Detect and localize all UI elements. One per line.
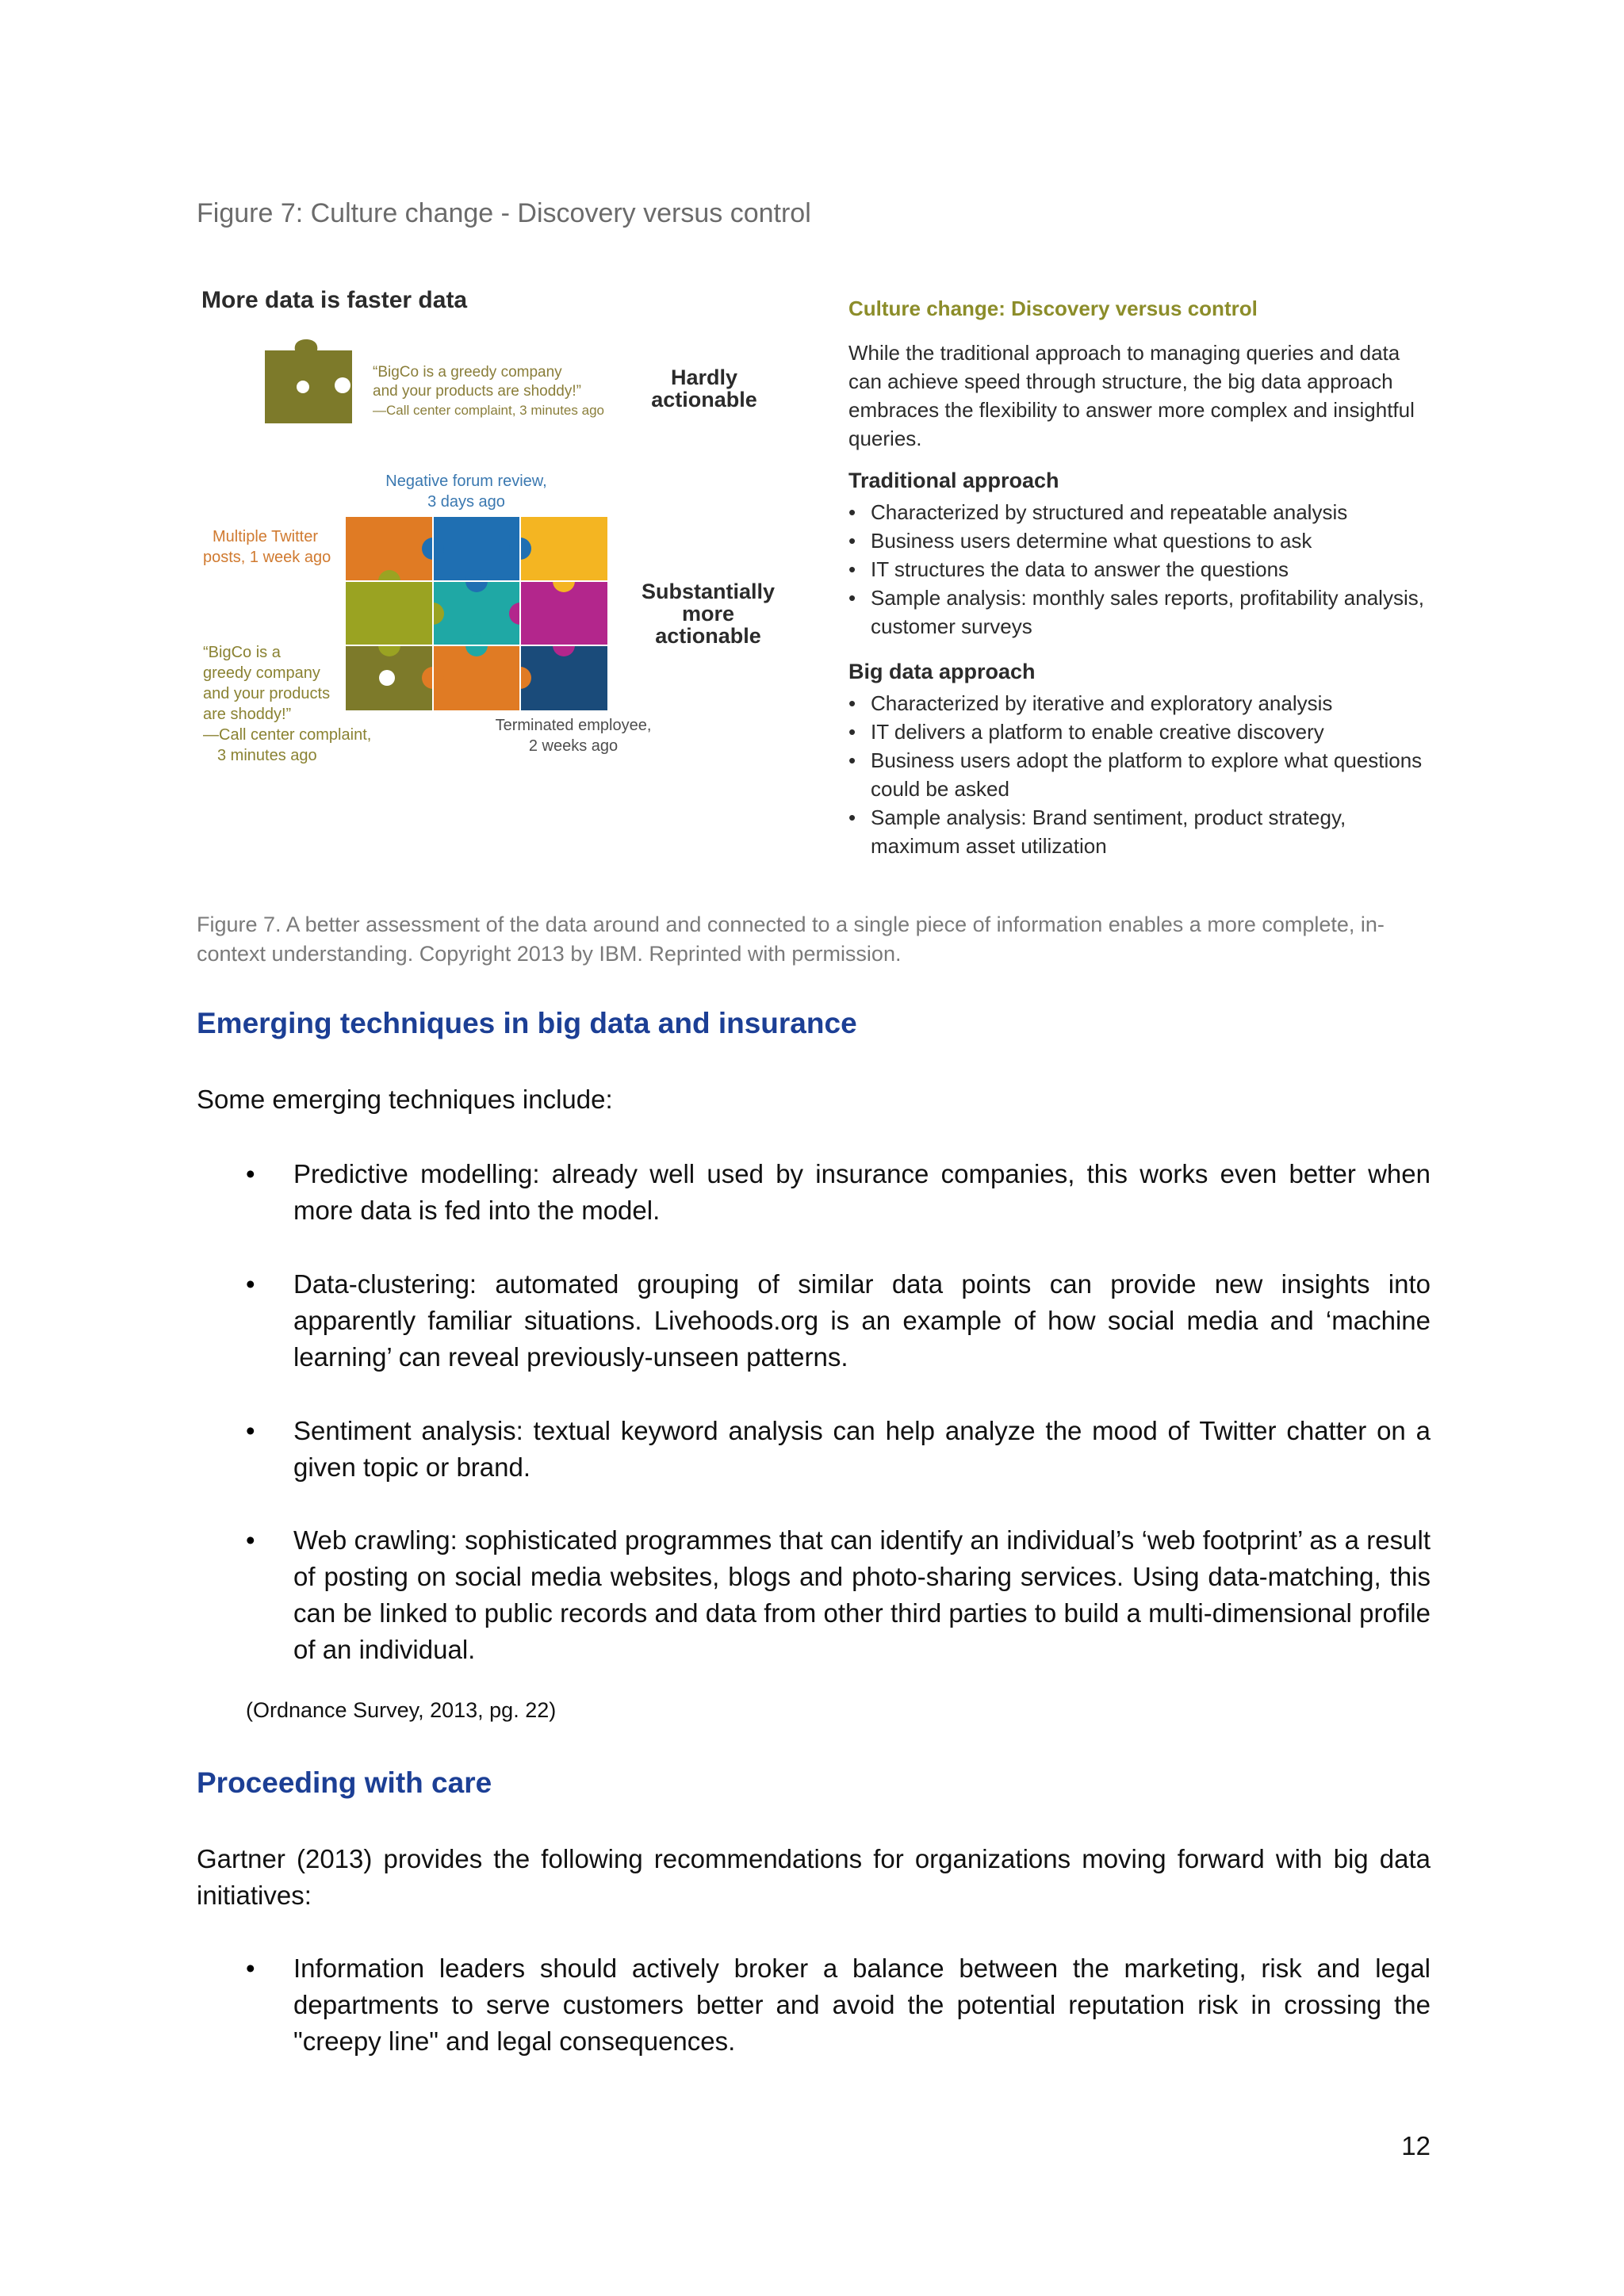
list-item xyxy=(246,1156,1431,1229)
figure-heading: More data is faster data xyxy=(201,287,468,313)
bullet-icon: • xyxy=(246,1269,255,1299)
bigco-line-4: are shoddy!” xyxy=(203,706,292,723)
hardly-line-2: actionable xyxy=(651,388,757,411)
twitter-line-1: Multiple Twitter xyxy=(213,528,319,545)
list-item: • Sample analysis: Brand sentiment, product strategy, maximum asset utilization xyxy=(848,803,1427,860)
list-item xyxy=(246,1266,1431,1376)
substantially-line-2: more xyxy=(681,602,735,626)
bullet-text: Information leaders should actively broker a balance between the marketing, risk and legal departments to serve customers better and avoid the potential reputation risk in crossing the "creepy line" and legal consequences. xyxy=(293,1954,1431,2056)
list-item xyxy=(246,1950,1431,2060)
negative-line-2: 3 days ago xyxy=(427,493,505,511)
hardly-line-1: Hardly xyxy=(670,365,738,389)
panel-intro: While the traditional approach to managing queries and data can achieve speed through structure, the big data approach embraces the flexibility to answer more complex and insightful queries. xyxy=(848,341,1415,450)
top-quote-source: —Call center complaint, 3 minutes ago xyxy=(373,403,604,418)
page-number: 12 xyxy=(1401,2131,1431,2160)
citation: (Ordnance Survey, 2013, pg. 22) xyxy=(246,1698,557,1722)
panel-title: Culture change: Discovery versus control xyxy=(848,297,1258,320)
figure-image xyxy=(197,277,1431,872)
section-heading-proceeding-with-care: Proceeding with care xyxy=(197,1766,492,1799)
list-item: • Sample analysis: monthly sales reports, profitability analysis, customer surveys xyxy=(848,584,1427,641)
list-item: • Characterized by iterative and exploratory analysis xyxy=(848,689,1427,718)
negative-line-1: Negative forum review, xyxy=(385,473,547,490)
list-item: • Business users adopt the platform to explore what questions could be asked xyxy=(848,746,1427,803)
top-quote-line-1: “BigCo is a greedy company xyxy=(373,364,562,381)
bullet-icon: • xyxy=(246,1159,255,1188)
bigco-line-2: greedy company xyxy=(203,664,320,682)
section-heading-emerging-techniques: Emerging techniques in big data and insurance xyxy=(197,1007,857,1039)
list-item: • Business users determine what questions to ask xyxy=(848,526,1427,555)
substantially-line-1: Substantially xyxy=(641,580,776,603)
right-panel xyxy=(848,297,1427,860)
traditional-approach-list xyxy=(848,498,1427,641)
bigco-line-3: and your products xyxy=(203,685,331,702)
substantially-actionable-label xyxy=(633,580,783,647)
negative-review-label xyxy=(371,471,561,512)
list-item xyxy=(246,1522,1431,1668)
terminated-line-1: Terminated employee, xyxy=(495,717,652,734)
bullet-icon: • xyxy=(246,1416,255,1445)
bullet-text: Web crawling: sophisticated programmes that can identify an individual’s ‘web footprint’ as a result of posting on social media websites, blogs and photo-sharing services. Using data-matching, this can be linked to public records and data from other third parties to build a multi-dimensional profile of an individual. xyxy=(293,1525,1431,1664)
twitter-line-2: posts, 1 week ago xyxy=(203,549,331,566)
bullet-text: Sentiment analysis: textual keyword analysis can help analyze the mood of Twitter chatter on a given topic or brand. xyxy=(293,1416,1431,1482)
bigco-line-5: —Call center complaint, xyxy=(203,726,372,744)
terminated-line-2: 2 weeks ago xyxy=(528,737,619,755)
list-item: • IT delivers a platform to enable creative discovery xyxy=(848,718,1427,746)
list-item xyxy=(246,1413,1431,1486)
top-quote-line-2: and your products are shoddy!” xyxy=(373,383,581,400)
twitter-posts-label xyxy=(203,526,346,568)
list-item: • Characterized by structured and repeatable analysis xyxy=(848,498,1427,526)
top-quote xyxy=(373,363,604,420)
terminated-employee-label xyxy=(474,715,672,756)
big-data-approach-title: Big data approach xyxy=(848,660,1036,683)
section-intro: Gartner (2013) provides the following recommendations for organizations moving forward with big data initiatives: xyxy=(197,1844,1431,1910)
bullet-icon: • xyxy=(246,1954,255,1983)
puzzle-grid xyxy=(346,517,607,710)
list-item: • IT structures the data to answer the questions xyxy=(848,555,1427,584)
single-puzzle-piece-icon xyxy=(265,339,352,423)
figure-label: Figure 7: Culture change - Discovery versus control xyxy=(197,198,811,228)
section-intro: Some emerging techniques include: xyxy=(197,1085,613,1114)
big-data-approach-list xyxy=(848,689,1427,860)
substantially-line-3: actionable xyxy=(655,624,761,648)
hardly-actionable-label xyxy=(641,366,768,411)
bullet-text: Predictive modelling: already well used by insurance companies, this works even better when more data is fed into the model. xyxy=(293,1159,1431,1225)
bullet-text: Data-clustering: automated grouping of similar data points can provide new insights into apparently familiar situations. Livehoods.org is an example of how social media and ‘machine learning’ can reveal previously-unseen patterns. xyxy=(293,1269,1431,1372)
traditional-approach-title: Traditional approach xyxy=(848,469,1059,492)
bigco-line-1: “BigCo is a xyxy=(203,644,281,661)
bullet-icon: • xyxy=(246,1525,255,1555)
bigco-line-6: 3 minutes ago xyxy=(217,747,317,764)
figure-caption: Figure 7. A better assessment of the data around and connected to a single piece of information enables a more complete, in-context understanding. Copyright 2013 by IBM. Reprinted with permission. xyxy=(197,913,1385,966)
